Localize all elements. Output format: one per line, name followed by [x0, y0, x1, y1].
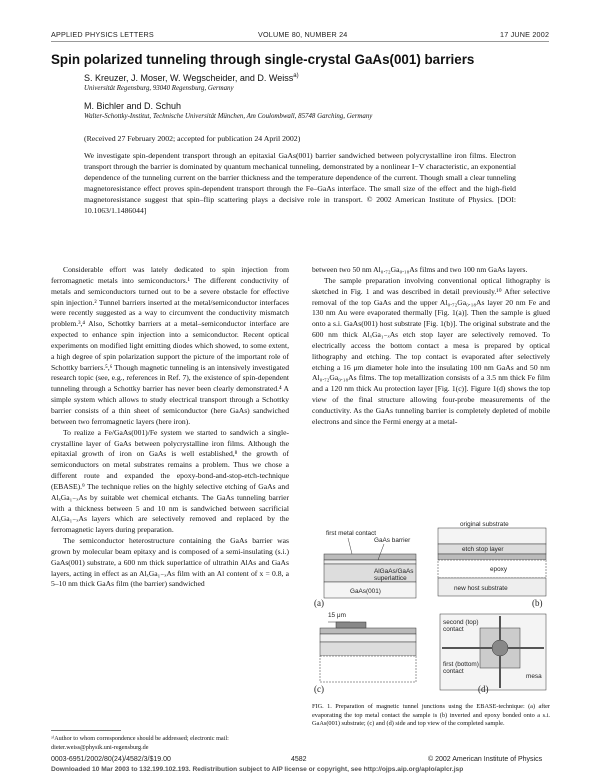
received-dates: (Received 27 February 2002; accepted for publication 24 April 2002) [84, 134, 301, 143]
figure-panel-b [438, 521, 546, 608]
figure-caption: FIG. 1. Preparation of magnetic tunnel junctions using the EBASE-technique: (a) after evaporating the top metal contact the sample is (b) inverted and epoxy bonded onto a s.i. GaAs(001) substrate; (c) and (d) side and top view of the completed sample. [312, 703, 550, 728]
paragraph: To realize a Fe/GaAs(001)/Fe system we started to sandwich a single-crystalline layer of GaAs between polycrystalline iron films. Although the epitaxial growth of iron on GaAs is well established,⁸ the growth of semiconductors on metal substrates remains a problem. Thus we chose a different route and expanded the epoxy-bond-and-stop-etch-technique (EBASE).⁹ The technique relies on the highly selective etching of GaAs and AlₓGa₁₋ₓAs by suitable wet chemical etchants. The GaAs tunneling barrier with a thickness between 5 and 10 nm is sandwiched between sacrificial AlₓGa₁₋ₓAs layers which are selectively removed and replaced by the ferromagnetic layers during preparation. [51, 427, 289, 535]
footer-copyright: © 2002 American Institute of Physics [428, 756, 543, 763]
figure-1 [312, 518, 550, 696]
copyright-notice: © 2002 American Institute of Physics. [366, 195, 494, 204]
figure-panel-d [440, 614, 546, 694]
page-number: 4582 [291, 756, 307, 763]
figure-label: GaAs(001) [350, 588, 381, 595]
figure-label: GaAs barrier [374, 537, 411, 544]
abstract [84, 150, 516, 216]
figure-label: etch stop layer [462, 546, 504, 553]
figure-label: contact [443, 626, 464, 633]
volume-number: VOLUME 80, NUMBER 24 [258, 30, 348, 39]
scale-label: 15 μm [328, 612, 346, 619]
header-rule [51, 41, 549, 42]
panel-letter: (c) [314, 684, 324, 694]
right-column [312, 265, 550, 428]
figure-label: epoxy [490, 566, 508, 573]
footnote: ᵃ⁾Author to whom correspondence should be addressed; electronic mail: dieter.weiss@physik.uni-regensburg.de [51, 735, 229, 751]
figure-label: mesa [526, 673, 542, 680]
footer-code: 0003-6951/2002/80(24)/4582/3/$19.00 [51, 756, 171, 763]
doi: [DOI: 10.1063/1.1486044] [84, 195, 517, 215]
metal-contact-layer [324, 554, 416, 560]
download-notice: Downloaded 10 Mar 2003 to 132.199.102.193. Redistribution subject to AIP license or copyright, see http://ojps.aip.org/aplo/aplcr.jsp [51, 766, 464, 773]
barrier-layer [324, 560, 416, 564]
figure-label: second (top) [443, 619, 479, 626]
figure-label: original substrate [460, 521, 509, 528]
paragraph: between two 50 nm Al₀.₇₂Ga₀.₁₈As films and two 100 nm GaAs layers. [312, 265, 528, 274]
abstract-text: We investigate spin-dependent transport through an epitaxial GaAs(001) barrier sandwiched between polycrystalline iron films. Electron transport through the barrier is dominated by quantum mechanical tunneling, demonstrated by a nonlinear I−V characteristic, an exponential dependence of the tunneling current on the barrier thickness and the temperature dependence of the current. Though small a clear tunneling magnetoresistance effect proves spin-dependent transport through the Fe–GaAs interface. The small size of the effect and the high-field magnetoresistance suggest that spin–flip scattering plays a decisive role in transport. [84, 151, 516, 204]
authors-group-1: S. Kreuzer, J. Moser, W. Wegscheider, and D. Weiss$^{a)}$ [84, 73, 299, 83]
affiliation-1: Universität Regensburg, 93040 Regensburg, Germany [84, 85, 234, 92]
issue-date: 17 JUNE 2002 [500, 30, 550, 39]
figure-label: first metal contact [326, 530, 377, 537]
paper-title: Spin polarized tunneling through single-crystal GaAs(001) barriers [51, 52, 475, 67]
figure-label: AlGaAs/GaAs [374, 568, 414, 575]
panel-letter: (d) [478, 684, 489, 694]
paragraph: Considerable effort was lately dedicated to spin injection from ferromagnetic metals into semiconductors.¹ The different conductivity of metals and semiconductors turned out to be a severe obstacle for effective spin injection.² Tunnel barriers inserted at the metal/semiconductor interfaces were recently suggested as a way to circumvent the conductivity mismatch problem.³,⁴ Also, Schottky barriers at a metal–semiconductor interface are expected to enhance spin injection into a semiconductor. Recent optical experiments on modified light emitting diodes which showed, to some extent, a high degree of spin polarization support the picture of the important role of Schottky barriers.⁵,⁶ Though magnetic tunneling is an intensively investigated research topic (see, e.g., references in Ref. 7), the existence of spin-dependent tunneling through a Schottky barrier has never been clearly demonstrated.⁴ A simple system which allows to study electrical transport through a Schottky barrier consists of a thin sheet of semiconductor (here GaAs) sandwiched between two ferromagnetic layers (here iron). [51, 265, 289, 426]
figure-panel-c [314, 612, 416, 694]
paragraph: The semiconductor heterostructure containing the GaAs barrier was grown by molecular beam epitaxy and is composed of a semi-insulating (s.i.) GaAs(001) substrate, a 600 nm thick superlattice of ultrathin AlAs and GaAs layers, acting in effect as an AlₓGa₁₋ₓAs film with an Al content of x = 0.8, a 5–10 nm thick GaAs film (the barrier) sandwiched [51, 536, 289, 589]
journal-name: APPLIED PHYSICS LETTERS [51, 30, 154, 39]
panel-letter: (a) [314, 598, 324, 608]
figure-label: contact [443, 668, 464, 675]
figure-label: first (bottom) [443, 661, 479, 668]
paragraph: The sample preparation involving conventional optical lithography is sketched in Fig. 1 and was described in detail previously.¹⁰ After selective removal of the top GaAs and the upper Al₀.₇₂Ga₀.₁₈As layer 20 nm Fe and 130 nm Au were evaporated thermally [Fig. 1(a)]. Then the sample is glued onto a s.i. GaAs(001) host substrate [Fig. 1(b)]. The original substrate and the 600 nm thick AlₓGa₁₋ₓAs etch stop layer are selectively removed. To electrically access the bottom contact a mesa is prepared by optical lithography and etching. The top contact is evaporated after selectively etching a 16 μm diameter hole into the insulating 100 nm GaAs and 50 nm Al₀.₇₂Ga₀.₁₈As films. The top metallization consists of a 3.5 nm thick Fe film and a 120 nm thick Au protection layer [Fig. 1(c)]. Figure 1(d) shows the top view of the final structure allowing four-probe measurements of the conductivity. As the GaAs tunneling barrier is completely depleted of mobile electrons and since the Fermi energy at a metal- [312, 275, 550, 426]
left-column [51, 265, 289, 590]
figure-label: new host substrate [454, 585, 508, 592]
footnote-rule [51, 730, 121, 731]
figure-panel-a [314, 530, 416, 608]
author-footnote-mark: a) [293, 73, 299, 79]
panel-letter: (b) [532, 598, 543, 608]
figure-label: superlattice [374, 575, 407, 582]
authors-group-2: M. Bichler and D. Schuh [84, 101, 182, 111]
affiliation-2: Walter-Schottky-Institut, Technische Universität München, Am Coulombwall, 85748 Garching, Germany [84, 113, 373, 120]
